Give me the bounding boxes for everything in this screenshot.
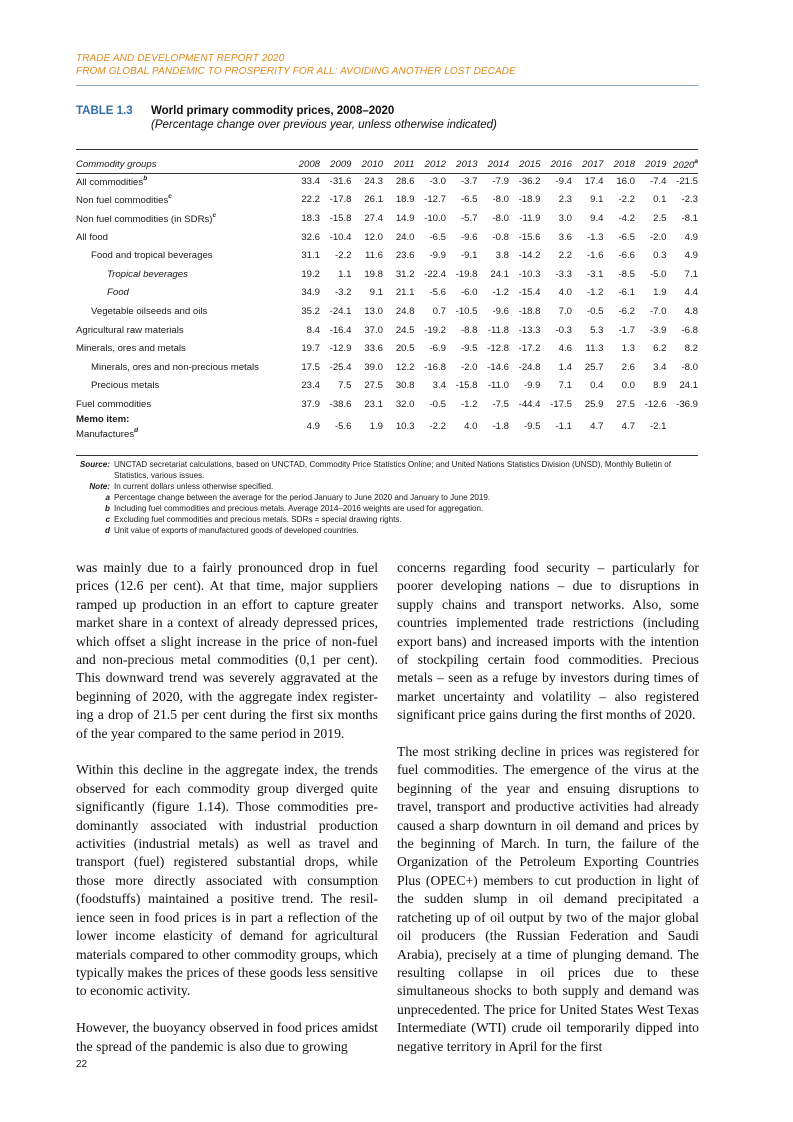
table-cell: 9.1: [369, 287, 383, 299]
body-paragraph: was mainly due to a fairly pronounced drop in fuel prices (12.6 per cent). At that time, major suppliers ramped up production in an effort to capture greater market share in a context of already depressed prices, which offset a slight increase in the price of non-fuel and non-precious metal commodities (0,1 per cent). This downward trend was severely aggravated at the beginning of 2020, with the aggregate index register-ing a drop of 21.5 per cent during the first six months of the year compared to the same period in 2019.: [76, 560, 378, 741]
column-header-year: 2019: [645, 158, 667, 170]
table-cell: 4.4: [684, 287, 698, 299]
table-cell: -9.1: [460, 250, 478, 262]
table-cell: 19.2: [301, 268, 320, 280]
table-cell: -6.5: [618, 231, 635, 243]
table-cell: 25.9: [584, 398, 604, 410]
table-cell: 32.6: [301, 231, 320, 243]
row-label-text: Minerals, ores and non-precious metals: [91, 361, 259, 373]
table-cell: -1.2: [492, 287, 509, 299]
table-cell: -1.2: [460, 398, 478, 410]
row-label: [76, 321, 289, 340]
table-cell: -3.0: [429, 175, 446, 187]
table-cell: -8.5: [618, 268, 635, 280]
table-cell: -7.9: [492, 175, 509, 187]
table-cell: 6.2: [653, 343, 667, 355]
table-cell: 0.7: [432, 305, 446, 317]
table-cell: -10.3: [518, 268, 541, 280]
table-cell: -6.5: [429, 231, 446, 243]
table-cell: -3.7: [460, 175, 478, 187]
table-cell: -9.5: [523, 421, 541, 433]
source-key: Source:: [79, 460, 110, 469]
table-row: [76, 358, 698, 377]
footnote-key: b: [105, 504, 110, 513]
table-cell: 3.0: [558, 212, 572, 224]
table-row: [76, 339, 698, 358]
table-cell: -5.6: [334, 421, 352, 433]
footnote-marker: d: [134, 426, 139, 434]
body-paragraph: However, the buoyancy observed in food prices amidst the spread of the pandemic is also due to growing: [76, 1020, 378, 1054]
table-label: TABLE 1.3: [76, 105, 133, 117]
table-cell: 37.9: [301, 398, 320, 410]
table-cell: -19.2: [424, 324, 446, 336]
source-note: [76, 459, 702, 481]
table-cell: -13.3: [518, 324, 541, 336]
table-cell: 7.1: [558, 380, 572, 392]
table-cell: -8.0: [492, 212, 509, 224]
column-header-year: 2009: [330, 158, 352, 170]
general-note: [76, 481, 702, 492]
row-label: [76, 246, 289, 265]
table-cell: 23.1: [364, 398, 383, 410]
row-label-text: All food: [76, 231, 108, 243]
table-cell: -18.9: [518, 194, 541, 206]
footnote-text: Unit value of exports of manufactured goods of developed countries.: [114, 526, 359, 535]
table-cell: -36.2: [518, 175, 541, 187]
footnote: [76, 525, 702, 536]
row-label-text: Non fuel commodities: [76, 195, 169, 207]
table-cell: 4.9: [306, 421, 320, 433]
table-cell: 4.9: [684, 231, 698, 243]
table-cell: -24.8: [518, 361, 541, 373]
table-cell: 4.8: [684, 305, 698, 317]
table-cell: -12.7: [424, 194, 446, 206]
table-cell: 20.5: [395, 343, 415, 355]
table-cell: -0.3: [555, 324, 572, 336]
table-row: [76, 284, 698, 303]
table-cell: -8.1: [681, 212, 698, 224]
table-cell: 3.4: [653, 361, 667, 373]
table-cell: 11.6: [365, 250, 383, 262]
table-cell: -3.1: [586, 268, 604, 280]
table-cell: -17.5: [550, 398, 572, 410]
table-cell: 0.0: [621, 380, 635, 392]
table-cell: 23.6: [395, 250, 415, 262]
column-header-year: 2017: [582, 158, 604, 170]
table-cell: 1.4: [558, 361, 572, 373]
row-label: [76, 228, 289, 247]
table-cell: -12.6: [644, 398, 667, 410]
table-cell: -4.2: [618, 212, 635, 224]
table-cell: -7.0: [649, 305, 667, 317]
commodity-price-table: [76, 156, 698, 440]
table-cell: 27.5: [616, 398, 635, 410]
memo-label: [76, 414, 289, 440]
table-cell: -15.4: [518, 287, 541, 299]
footnote-key: d: [105, 526, 110, 535]
table-cell: 24.0: [395, 231, 415, 243]
table-cell: -24.1: [329, 305, 352, 317]
table-cell: 28.6: [395, 175, 415, 187]
table-cell: -2.3: [681, 194, 698, 206]
memo-heading: Memo item:: [76, 413, 130, 425]
table-cell: 24.5: [395, 324, 415, 336]
table-cell: -19.8: [455, 268, 478, 280]
column-header-year-2020: [667, 156, 699, 172]
table-cell: 22.2: [301, 194, 320, 206]
table-cell: -38.6: [329, 398, 352, 410]
row-label-text: All commodities: [76, 176, 144, 188]
row-label-text: Tropical beverages: [107, 268, 188, 280]
table-cell: -6.6: [618, 250, 635, 262]
table-cell: -5.0: [649, 268, 667, 280]
table-cell: -3.3: [555, 268, 572, 280]
table-cell: 0.1: [653, 194, 667, 206]
memo-item: [76, 425, 289, 440]
table-cell: -9.6: [492, 305, 509, 317]
table-cell: 27.5: [364, 380, 383, 392]
table-cell: -21.5: [676, 175, 698, 187]
memo-item-text: Manufactures: [76, 428, 135, 440]
footnote-key: a: [105, 493, 110, 502]
footnote-key: c: [105, 515, 110, 524]
table-cell: -31.6: [329, 175, 352, 187]
table-cell: -10.4: [329, 231, 352, 243]
table-cell: 1.3: [621, 343, 635, 355]
footnote-marker: b: [143, 174, 148, 182]
row-label-text: Minerals, ores and metals: [76, 343, 186, 355]
table-cell: -44.4: [518, 398, 541, 410]
table-cell: -15.6: [518, 231, 541, 243]
table-cell: -9.4: [555, 175, 572, 187]
table-cell: -2.0: [649, 231, 667, 243]
table-subtitle: (Percentage change over previous year, unless otherwise indicated): [151, 119, 497, 131]
table-cell: 4.7: [621, 421, 635, 433]
table-cell: 17.5: [301, 361, 320, 373]
footnote: [76, 503, 702, 514]
table-cell: 1.1: [338, 268, 352, 280]
table-cell: -15.8: [329, 212, 352, 224]
table-cell: 34.9: [301, 287, 320, 299]
table-cell: -16.8: [424, 361, 446, 373]
table-cell: 18.3: [301, 212, 320, 224]
table-row: [76, 172, 698, 191]
table-cell: -16.4: [329, 324, 352, 336]
row-label: [76, 265, 289, 284]
table-cell: 8.4: [306, 324, 320, 336]
table-cell: -2.1: [649, 421, 667, 433]
table-cell: 1.9: [369, 421, 383, 433]
table-cell: 1.9: [653, 287, 667, 299]
row-label-text: Food and tropical beverages: [91, 250, 213, 262]
table-cell: 33.4: [301, 175, 320, 187]
table-row: [76, 302, 698, 321]
table-row: [76, 395, 698, 414]
table-cell: 3.6: [558, 231, 572, 243]
table-title: World primary commodity prices, 2008–2020: [151, 105, 395, 117]
table-cell: -5.6: [429, 287, 446, 299]
table-cell: -25.4: [329, 361, 352, 373]
table-cell: 21.1: [395, 287, 415, 299]
row-label-text: Food: [107, 287, 129, 299]
year-label: 2020: [673, 159, 695, 171]
row-label: [76, 358, 289, 377]
table-cell: 2.3: [558, 194, 572, 206]
table-cell: 24.8: [395, 305, 415, 317]
table-header-row: [76, 156, 698, 172]
table-cell: -1.1: [555, 421, 572, 433]
table-cell: 31.2: [395, 268, 415, 280]
table-cell: -6.8: [681, 324, 698, 336]
row-label-text: Vegetable oilseeds and oils: [91, 305, 208, 317]
table-cell: 7.0: [558, 305, 572, 317]
table-cell: -12.8: [487, 343, 509, 355]
table-cell: -0.5: [429, 398, 446, 410]
table-cell: 2.6: [621, 361, 635, 373]
footnote-text: Percentage change between the average for the period January to June 2020 and January to June 2019.: [114, 493, 491, 502]
table-cell: -17.2: [518, 343, 541, 355]
running-header: [76, 52, 516, 78]
table-cell: 39.0: [364, 361, 383, 373]
running-header-subtitle: FROM GLOBAL PANDEMIC TO PROSPERITY FOR ALL: AVOIDING ANOTHER LOST DECADE: [76, 66, 516, 77]
table-cell: -10.5: [455, 305, 478, 317]
footnote: [76, 514, 702, 525]
memo-row: [76, 414, 698, 440]
table-cell: 24.1: [490, 268, 509, 280]
table-cell: 30.8: [395, 380, 415, 392]
table-cell: 27.4: [364, 212, 383, 224]
footnote-text: Including fuel commodities and precious metals. Average 2014–2016 weights are used for aggregation.: [114, 504, 484, 513]
table-cell: 14.9: [395, 212, 415, 224]
table-notes: [76, 459, 702, 536]
table-cell: -2.2: [618, 194, 635, 206]
note-key: Note:: [89, 482, 110, 491]
row-label: [76, 395, 289, 414]
body-paragraph: Within this decline in the aggregate index, the trends observed for each commodity group diverged quite significantly (figure 1.14). Those commodities pre-dominantly associated with industrial production activities (industrial metals) as well as travel and transport (fuel) registered substantial drops, while those more directly associated with consumption (foodstuffs) maintained a positive trend. The resil-ience seen in food prices is in part a reflection of the lower income elasticity of demand for agricultural materials compared to other commodity groups, which typically makes the prices of these goods less sensitive to economic activity.: [76, 762, 378, 999]
table-cell: 3.8: [495, 250, 509, 262]
running-header-title: TRADE AND DEVELOPMENT REPORT 2020: [76, 53, 285, 64]
table-cell: 16.0: [616, 175, 635, 187]
table-cell: -10.0: [424, 212, 446, 224]
row-label-text: Non fuel commodities (in SDRs): [76, 213, 213, 225]
table-cell: 23.4: [301, 380, 320, 392]
table-cell: -9.5: [460, 343, 478, 355]
table-cell: -8.0: [492, 194, 509, 206]
table-cell: -2.2: [334, 250, 352, 262]
footnote-text: Excluding fuel commodities and precious metals. SDRs = special drawing rights.: [114, 515, 402, 524]
table-body: [76, 172, 698, 440]
table-cell: 4.0: [464, 421, 478, 433]
table-cell: -7.5: [492, 398, 509, 410]
table-cell: 5.3: [590, 324, 604, 336]
table-cell: -8.0: [681, 361, 698, 373]
table-cell: 9.1: [590, 194, 604, 206]
table-cell: -6.9: [429, 343, 446, 355]
column-header-year: 2016: [550, 158, 572, 170]
table-cell: -6.5: [460, 194, 478, 206]
table-cell: -9.9: [523, 380, 541, 392]
body-paragraph: concerns regarding food security – particularly for poorer developing nations – due to disruptions in supply chains and transport networks. Also, some countries implemented trade restrictions (including export bans) and increased imports with the intention of stockpiling certain food commodities. Precious metals – seen as a refuge by investors during times of market uncertainty and volatility – also registered significant price gains during the first months of 2020.: [397, 560, 699, 723]
table-cell: -6.1: [618, 287, 635, 299]
footnote-marker: a: [694, 157, 698, 165]
row-label: [76, 191, 289, 210]
row-label: [76, 377, 289, 396]
table-cell: 0.4: [590, 380, 604, 392]
table-cell: -14.6: [487, 361, 509, 373]
row-label-text: Agricultural raw materials: [76, 324, 184, 336]
column-header-groups: Commodity groups: [76, 158, 157, 170]
body-column-left: [76, 559, 378, 1074]
table-cell: -1.2: [586, 287, 604, 299]
table-cell: 31.1: [301, 250, 320, 262]
body-column-right: [397, 559, 699, 1074]
footnote-marker: c: [168, 193, 172, 201]
column-header-year: 2012: [424, 158, 446, 170]
table-cell: 12.2: [395, 361, 415, 373]
table-cell: 24.3: [364, 175, 383, 187]
table-cell: -1.7: [618, 324, 635, 336]
footnote-marker: c: [212, 211, 217, 219]
table-cell: -7.4: [649, 175, 667, 187]
source-text: UNCTAD secretariat calculations, based on UNCTAD, Commodity Price Statistics Online; and United Nations Statistics Division (UNSD), Monthly Bulletin of Statistics, various issues.: [114, 460, 672, 480]
table-cell: -11.9: [519, 212, 541, 224]
row-label: [76, 172, 289, 191]
table-cell: 26.1: [364, 194, 383, 206]
table-cell: 11.3: [585, 343, 604, 355]
table-cell: 25.7: [584, 361, 604, 373]
table-cell: 7.5: [338, 380, 352, 392]
table-caption: [76, 104, 497, 132]
column-header-year: 2011: [393, 158, 415, 170]
table-cell: 19.7: [301, 343, 320, 355]
table-cell: 32.0: [395, 398, 415, 410]
table-top-rule: [76, 149, 698, 150]
table-cell: 37.0: [364, 324, 383, 336]
table-cell: 12.0: [364, 231, 383, 243]
table-cell: -5.7: [460, 212, 478, 224]
table-cell: -1.3: [586, 231, 604, 243]
table-cell: -36.9: [676, 398, 698, 410]
table-cell: 4.0: [558, 287, 572, 299]
table-cell: -12.9: [329, 343, 352, 355]
table-row: [76, 246, 698, 265]
column-header-year: 2018: [613, 158, 635, 170]
table-cell: -0.5: [586, 305, 604, 317]
row-label: [76, 339, 289, 358]
table-cell: 4.9: [684, 250, 698, 262]
table-cell: -18.8: [518, 305, 541, 317]
column-header-year: 2015: [519, 158, 541, 170]
table-cell: 0.3: [653, 250, 667, 262]
column-header-year: 2010: [361, 158, 383, 170]
table-cell: -3.2: [334, 287, 352, 299]
table-cell: -9.6: [460, 231, 478, 243]
body-paragraph: The most striking decline in prices was registered for fuel commodities. The emergence of the virus at the beginning of the year and ensuing disruptions to travel, transport and productive activities had already caused a sharp downturn in oil demand and prices by the beginning of March. In turn, the failure of the Organization of the Petroleum Exporting Countries Plus (OPEC+) members to cut production in light of the sudden slump in oil demand precipitated a ratcheting up of oil output by two of the major global oil producers (the Russian Federation and Saudi Arabia), precisely at a time of plunging demand. The resulting collapse in oil prices due to these simultaneous shocks to both supply and demand was unprecedented. The price for United States West Texas Intermediate (WTI) crude oil temporarily dipped into negative territory in April for the first: [397, 744, 699, 1054]
table-cell: -11.0: [487, 380, 509, 392]
table-row: [76, 265, 698, 284]
table-cell: 2.2: [558, 250, 572, 262]
table-cell: -0.8: [492, 231, 509, 243]
column-header-year: 2013: [456, 158, 478, 170]
page-number: 22: [76, 1059, 88, 1070]
table-cell: -22.4: [424, 268, 446, 280]
column-header-year: 2008: [298, 158, 320, 170]
table-cell: -2.0: [460, 361, 478, 373]
table-cell: 7.1: [684, 268, 698, 280]
table-bottom-rule: [76, 455, 698, 456]
table-cell: 8.2: [684, 343, 698, 355]
table-cell: 10.3: [395, 421, 415, 433]
row-label-text: Fuel commodities: [76, 398, 152, 410]
table-cell: -11.8: [487, 324, 509, 336]
table-cell: 3.4: [432, 380, 446, 392]
table-cell: -6.0: [460, 287, 478, 299]
table-row: [76, 377, 698, 396]
table-cell: -8.8: [460, 324, 478, 336]
table-cell: -17.8: [329, 194, 352, 206]
table-cell: 19.8: [364, 268, 383, 280]
table-row: [76, 191, 698, 210]
table-cell: 4.7: [590, 421, 604, 433]
row-label-text: Precious metals: [91, 380, 160, 392]
table-cell: 9.4: [590, 212, 604, 224]
table-cell: -1.6: [586, 250, 604, 262]
table-cell: 13.0: [364, 305, 383, 317]
note-text: In current dollars unless otherwise specified.: [114, 482, 274, 491]
footnote: [76, 492, 702, 503]
table-cell: 17.4: [584, 175, 604, 187]
table-cell: 35.2: [301, 305, 320, 317]
row-label: [76, 284, 289, 303]
table-cell: 24.1: [679, 380, 698, 392]
table-row: [76, 321, 698, 340]
table-row: [76, 228, 698, 247]
row-label: [76, 209, 289, 228]
table-cell: -6.2: [618, 305, 635, 317]
table-cell: -3.9: [649, 324, 667, 336]
row-label: [76, 302, 289, 321]
header-divider: [76, 85, 698, 86]
table-cell: -15.8: [455, 380, 478, 392]
table-cell: -14.2: [518, 250, 541, 262]
table-cell: 2.5: [653, 212, 667, 224]
table-cell: -1.8: [492, 421, 509, 433]
table-cell: -2.2: [429, 421, 446, 433]
table-cell: 8.9: [653, 380, 667, 392]
table-cell: -9.9: [429, 250, 446, 262]
table-row: [76, 209, 698, 228]
table-cell: 33.6: [364, 343, 383, 355]
table-cell: 4.6: [558, 343, 572, 355]
table-cell: [667, 414, 699, 440]
column-header-year: 2014: [487, 158, 509, 170]
table-cell: 18.9: [395, 194, 415, 206]
